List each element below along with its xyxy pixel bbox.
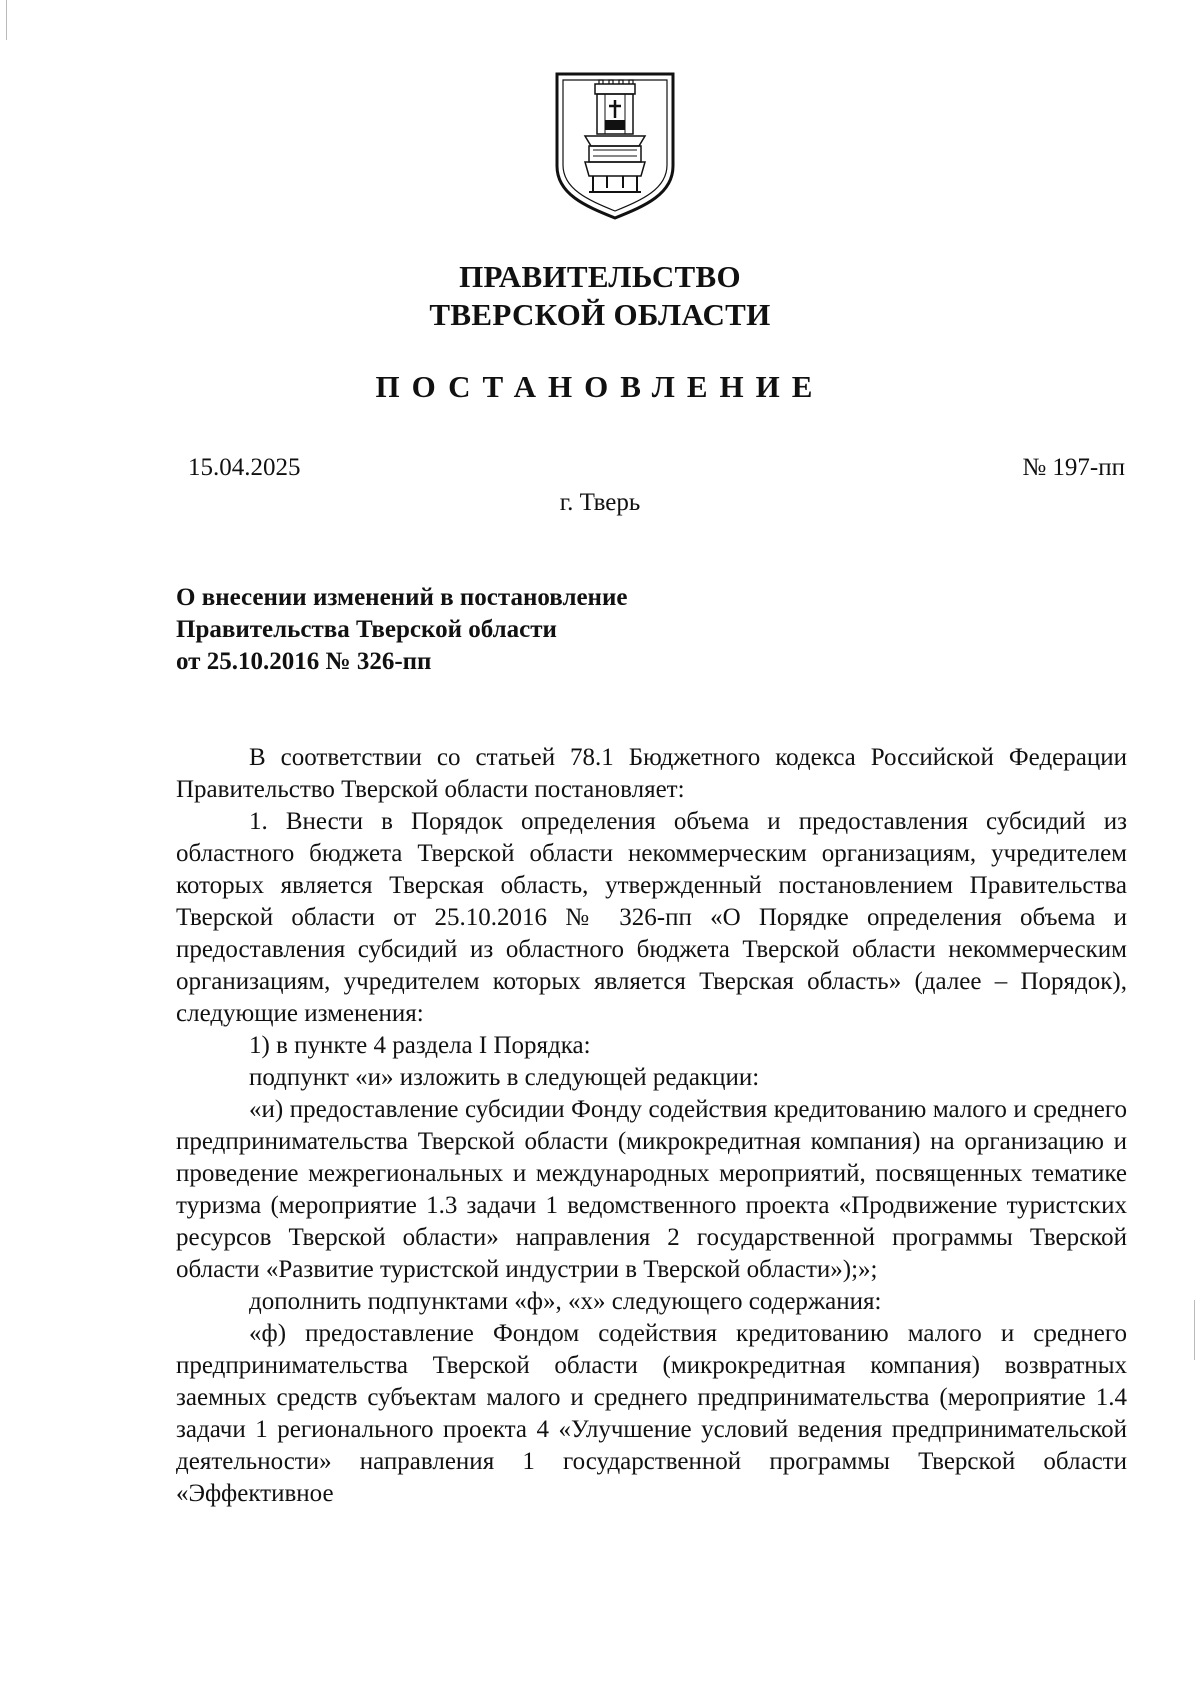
title-line: Правительства Тверской области <box>176 616 557 643</box>
paragraph: «ф) предоставление Фондом содействия кредитованию малого и среднего предпринимательства Тверской области (микрокредитная компания) возвратных заемных средств субъектам малого и среднего предпринимательства (мероприятие 1.4 задачи 1 регионального проекта 4 «Улучшение условий ведения предпринимательской деятельности» направления 1 государственной программы Тверской области «Эффективное <box>176 1320 1127 1507</box>
document-type-heading: ПОСТАНОВЛЕНИЕ <box>375 369 825 404</box>
paragraph: подпункт «и» изложить в следующей редакции: <box>249 1064 760 1091</box>
tver-coat-of-arms-icon <box>553 70 677 222</box>
document-city: г. Тверь <box>559 489 641 516</box>
document-body <box>176 742 1127 1510</box>
paragraph: В соответствии со статьей 78.1 Бюджетного кодекса Российской Федерации Правительство Тверской области постановляет: <box>176 744 1127 803</box>
paragraph: дополнить подпунктами «ф», «х» следующего содержания: <box>249 1288 882 1315</box>
scan-edge-mark <box>1194 1300 1195 1360</box>
paragraph: «и) предоставление субсидии Фонду содействия кредитованию малого и среднего предпринимательства Тверской области (микрокредитная компания) на организацию и проведение межрегиональных и международных мероприятий, посвященных тематике туризма (мероприятие 1.3 задачи 1 ведомственного проекта «Продвижение туристских ресурсов Тверской области» направления 2 государственной программы Тверской области «Развитие туристской индустрии в Тверской области»);»; <box>176 1096 1127 1283</box>
scan-edge-mark <box>6 0 7 40</box>
paragraph: 1) в пункте 4 раздела I Порядка: <box>249 1032 591 1059</box>
document-title <box>176 582 627 678</box>
document-number: № 197-пп <box>1022 454 1125 481</box>
document-date: 15.04.2025 <box>188 454 301 481</box>
title-line: от 25.10.2016 № 326-пп <box>176 648 432 675</box>
paragraph: 1. Внести в Порядок определения объема и предоставления субсидий из областного бюджета Тверской области некоммерческим организациям, учредителем которых является Тверская область, утвержденный постановлением Правительства Тверской области от 25.10.2016 № 326-пп «О Порядке определения объема и предоставления субсидий из областного бюджета Тверской области некоммерческим организациям, учредителем которых является Тверская область» (далее – Порядок), следующие изменения: <box>176 808 1127 1027</box>
org-name-line1: ПРАВИТЕЛЬСТВО <box>459 259 741 294</box>
org-name-line2: ТВЕРСКОЙ ОБЛАСТИ <box>429 297 771 332</box>
title-line: О внесении изменений в постановление <box>176 584 628 611</box>
